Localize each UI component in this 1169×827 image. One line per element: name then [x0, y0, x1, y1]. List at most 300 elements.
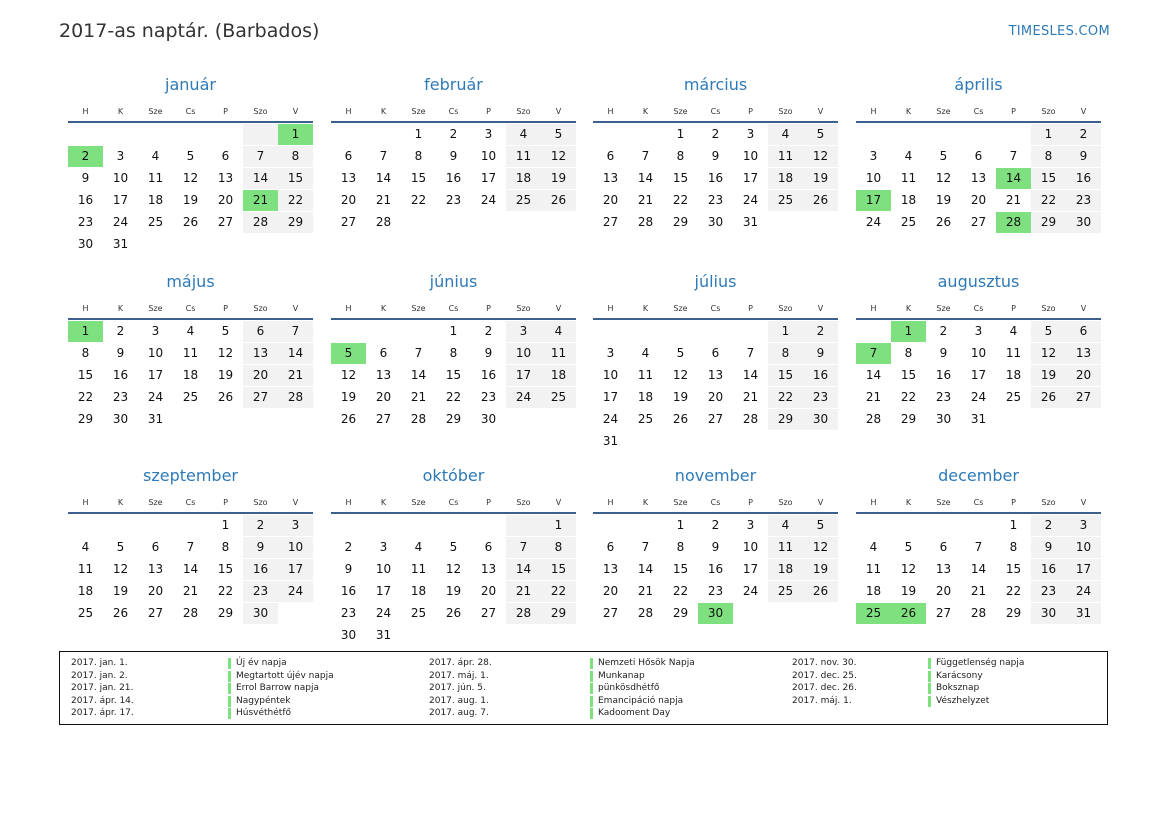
day-cell: 3 [606, 346, 615, 360]
day-cell: 30 [1031, 603, 1066, 624]
day-cell: 1 [541, 515, 576, 536]
day-cell: 6 [606, 149, 615, 163]
day-cell: 24 [602, 412, 619, 426]
month-divider [856, 512, 1101, 514]
day-cell: 5 [939, 149, 948, 163]
day-cell: 5 [116, 540, 125, 554]
holiday-name: Megtartott újév napja [228, 671, 334, 682]
weekday-label: K [905, 107, 912, 116]
site-link[interactable]: TIMESLES.COM [1008, 24, 1110, 39]
day-cell: 7 [379, 149, 388, 163]
weekday-label: H [607, 107, 614, 116]
day-cell: 17 [278, 559, 313, 580]
holiday-day-cell: 25 [856, 603, 891, 624]
day-cell: 23 [243, 581, 278, 602]
weekday-label: Szo [1041, 107, 1056, 116]
weekday-label: Cs [185, 107, 196, 116]
day-cell: 7 [278, 321, 313, 342]
day-cell: 1 [1031, 124, 1066, 145]
day-cell: 25 [768, 581, 803, 602]
day-cell: 16 [803, 365, 838, 386]
day-cell: 18 [768, 559, 803, 580]
day-cell: 14 [243, 168, 278, 189]
day-cell: 13 [1066, 343, 1101, 364]
weekday-label: K [117, 107, 124, 116]
weekday-label: K [380, 304, 387, 313]
day-cell: 15 [1031, 168, 1066, 189]
day-cell: 23 [112, 390, 129, 404]
day-cell: 23 [1066, 190, 1101, 211]
month-divider [68, 512, 313, 514]
weekday-label: Sze [673, 498, 688, 507]
weekday-label: K [642, 304, 649, 313]
day-cell: 6 [606, 540, 615, 554]
day-cell: 8 [676, 149, 685, 163]
day-cell: 11 [147, 171, 164, 185]
day-cell: 29 [768, 409, 803, 430]
day-cell: 9 [803, 343, 838, 364]
day-cell: 13 [602, 171, 619, 185]
weekday-label: Szo [253, 498, 268, 507]
holiday-date: 2017. dec. 26. [792, 683, 857, 694]
day-cell: 13 [935, 562, 952, 576]
day-cell: 10 [742, 149, 759, 163]
day-cell: 9 [344, 562, 353, 576]
day-cell: 16 [707, 562, 724, 576]
holiday-name: Vészhelyzet [928, 696, 989, 707]
day-cell: 3 [1066, 515, 1101, 536]
day-cell: 30 [935, 412, 952, 426]
day-cell: 2 [1031, 515, 1066, 536]
day-cell: 4 [506, 124, 541, 145]
day-cell: 3 [379, 540, 388, 554]
day-cell: 4 [414, 540, 423, 554]
day-cell: 17 [112, 193, 129, 207]
day-cell: 16 [340, 584, 357, 598]
weekday-label: Szo [516, 304, 531, 313]
holiday-day-cell: 30 [698, 603, 733, 624]
day-cell: 6 [1066, 321, 1101, 342]
weekday-label: K [380, 107, 387, 116]
weekday-label: K [380, 498, 387, 507]
weekday-label: V [292, 107, 299, 116]
weekday-label: K [117, 498, 124, 507]
day-cell: 14 [865, 368, 882, 382]
day-cell: 26 [1031, 387, 1066, 408]
weekday-label: P [1011, 304, 1016, 313]
day-cell: 24 [147, 390, 164, 404]
holiday-date: 2017. ápr. 28. [429, 658, 492, 668]
holiday-day-cell: 1 [278, 124, 313, 145]
weekday-label: H [607, 498, 614, 507]
day-cell: 18 [900, 193, 917, 207]
day-cell: 11 [1005, 346, 1022, 360]
day-cell: 21 [410, 390, 427, 404]
day-cell: 22 [541, 581, 576, 602]
day-cell: 21 [637, 584, 654, 598]
day-cell: 20 [1066, 365, 1101, 386]
day-cell: 17 [375, 584, 392, 598]
holiday-date: 2017. máj. 1. [792, 695, 852, 706]
day-cell: 21 [742, 390, 759, 404]
day-cell: 21 [506, 581, 541, 602]
day-cell: 3 [278, 515, 313, 536]
day-cell: 3 [151, 324, 160, 338]
weekday-label: Sze [411, 304, 426, 313]
day-cell: 21 [278, 365, 313, 386]
day-cell: 7 [186, 540, 195, 554]
day-cell: 16 [243, 559, 278, 580]
month-name: október [422, 466, 485, 485]
day-cell: 29 [77, 412, 94, 426]
month-name: július [694, 272, 737, 291]
month-name: június [429, 272, 478, 291]
day-cell: 11 [768, 146, 803, 167]
holiday-date: 2017. jan. 1. [71, 658, 128, 668]
weekday-label: Cs [185, 304, 196, 313]
day-cell: 27 [340, 215, 357, 229]
day-cell: 1 [449, 324, 458, 338]
day-cell: 8 [1009, 540, 1018, 554]
weekday-label: Sze [148, 498, 163, 507]
day-cell: 13 [375, 368, 392, 382]
holiday-date: 2017. ápr. 14. [71, 695, 134, 706]
day-cell: 13 [147, 562, 164, 576]
day-cell: 7 [1009, 149, 1018, 163]
day-cell: 12 [541, 146, 576, 167]
day-cell: 25 [506, 190, 541, 211]
day-cell: 4 [641, 346, 650, 360]
day-cell: 24 [506, 387, 541, 408]
day-cell: 7 [746, 346, 755, 360]
weekday-label: H [607, 304, 614, 313]
day-cell: 20 [340, 193, 357, 207]
day-cell: 5 [449, 540, 458, 554]
weekday-label: K [905, 304, 912, 313]
day-cell: 20 [935, 584, 952, 598]
holiday-name: Új év napja [228, 658, 287, 669]
holiday-date: 2017. jan. 21. [71, 683, 134, 694]
day-cell: 21 [865, 390, 882, 404]
day-cell: 5 [803, 515, 838, 536]
holiday-name: Kadooment Day [590, 708, 670, 719]
day-cell: 26 [340, 412, 357, 426]
day-cell: 2 [711, 127, 720, 141]
day-cell: 19 [445, 584, 462, 598]
holiday-name: Húsvéthétfő [228, 708, 291, 719]
day-cell: 13 [480, 562, 497, 576]
holiday-list [59, 651, 1108, 725]
day-cell: 27 [935, 606, 952, 620]
day-cell: 29 [445, 412, 462, 426]
day-cell: 16 [445, 171, 462, 185]
day-cell: 16 [77, 193, 94, 207]
weekday-label: K [117, 304, 124, 313]
holiday-date: 2017. nov. 30. [792, 658, 857, 668]
day-cell: 12 [935, 171, 952, 185]
weekday-label: Szo [516, 107, 531, 116]
weekday-label: Sze [936, 498, 951, 507]
day-cell: 20 [217, 193, 234, 207]
day-cell: 8 [1031, 146, 1066, 167]
weekday-label: V [1080, 304, 1087, 313]
day-cell: 9 [1066, 146, 1101, 167]
day-cell: 3 [746, 518, 755, 532]
weekday-label: Sze [673, 107, 688, 116]
day-cell: 16 [935, 368, 952, 382]
day-cell: 21 [182, 584, 199, 598]
weekday-label: K [905, 498, 912, 507]
day-cell: 30 [112, 412, 129, 426]
day-cell: 7 [641, 149, 650, 163]
day-cell: 12 [182, 171, 199, 185]
weekday-label: V [555, 107, 562, 116]
weekday-label: P [223, 498, 228, 507]
day-cell: 9 [116, 346, 125, 360]
day-cell: 22 [672, 584, 689, 598]
day-cell: 12 [1031, 343, 1066, 364]
day-cell: 18 [768, 168, 803, 189]
day-cell: 27 [147, 606, 164, 620]
day-cell: 8 [768, 343, 803, 364]
day-cell: 29 [672, 215, 689, 229]
day-cell: 16 [1031, 559, 1066, 580]
day-cell: 28 [182, 606, 199, 620]
weekday-label: V [292, 304, 299, 313]
holiday-day-cell: 7 [856, 343, 891, 364]
day-cell: 29 [900, 412, 917, 426]
day-cell: 31 [112, 237, 129, 251]
day-cell: 14 [375, 171, 392, 185]
day-cell: 25 [768, 190, 803, 211]
day-cell: 11 [77, 562, 94, 576]
day-cell: 15 [410, 171, 427, 185]
day-cell: 15 [672, 171, 689, 185]
weekday-label: Sze [148, 107, 163, 116]
day-cell: 14 [182, 562, 199, 576]
day-cell: 19 [803, 168, 838, 189]
day-cell: 18 [1005, 368, 1022, 382]
day-cell: 10 [278, 537, 313, 558]
day-cell: 4 [1009, 324, 1018, 338]
day-cell: 11 [768, 537, 803, 558]
day-cell: 23 [707, 584, 724, 598]
weekday-label: Szo [516, 498, 531, 507]
day-cell: 31 [1066, 603, 1101, 624]
day-cell: 6 [344, 149, 353, 163]
day-cell: 12 [803, 146, 838, 167]
day-cell: 22 [278, 190, 313, 211]
day-cell: 29 [672, 606, 689, 620]
weekday-label: H [870, 498, 877, 507]
day-cell: 18 [147, 193, 164, 207]
day-cell: 8 [449, 346, 458, 360]
day-cell: 3 [869, 149, 878, 163]
day-cell: 18 [637, 390, 654, 404]
month-divider [593, 121, 838, 123]
day-cell: 24 [278, 581, 313, 602]
weekday-label: P [1011, 498, 1016, 507]
holiday-date: 2017. ápr. 17. [71, 708, 134, 719]
day-cell: 3 [746, 127, 755, 141]
day-cell: 31 [602, 434, 619, 448]
day-cell: 19 [112, 584, 129, 598]
empty-weekend-cell [243, 124, 278, 145]
day-cell: 14 [506, 559, 541, 580]
day-cell: 19 [935, 193, 952, 207]
day-cell: 12 [672, 368, 689, 382]
day-cell: 27 [707, 412, 724, 426]
day-cell: 9 [1031, 537, 1066, 558]
weekday-label: Szo [1041, 304, 1056, 313]
month-divider [856, 121, 1101, 123]
day-cell: 28 [375, 215, 392, 229]
day-cell: 7 [974, 540, 983, 554]
weekday-label: Sze [411, 498, 426, 507]
weekday-label: V [1080, 107, 1087, 116]
day-cell: 5 [186, 149, 195, 163]
day-cell: 28 [506, 603, 541, 624]
day-cell: 23 [707, 193, 724, 207]
day-cell: 9 [711, 149, 720, 163]
day-cell: 19 [217, 368, 234, 382]
day-cell: 20 [602, 193, 619, 207]
holiday-name: Karácsony [928, 671, 983, 682]
day-cell: 2 [116, 324, 125, 338]
day-cell: 7 [506, 537, 541, 558]
page-title: 2017-as naptár. (Barbados) [59, 20, 320, 42]
day-cell: 7 [641, 540, 650, 554]
day-cell: 21 [1005, 193, 1022, 207]
day-cell: 20 [147, 584, 164, 598]
weekday-label: Sze [148, 304, 163, 313]
weekday-label: Cs [185, 498, 196, 507]
day-cell: 3 [116, 149, 125, 163]
weekday-label: P [486, 107, 491, 116]
day-cell: 3 [484, 127, 493, 141]
day-cell: 26 [217, 390, 234, 404]
day-cell: 11 [900, 171, 917, 185]
day-cell: 22 [900, 390, 917, 404]
weekday-label: H [82, 498, 89, 507]
day-cell: 6 [974, 149, 983, 163]
day-cell: 24 [742, 193, 759, 207]
day-cell: 28 [742, 412, 759, 426]
day-cell: 13 [217, 171, 234, 185]
day-cell: 21 [375, 193, 392, 207]
month-divider [593, 512, 838, 514]
day-cell: 15 [900, 368, 917, 382]
month-divider [68, 318, 313, 320]
day-cell: 2 [243, 515, 278, 536]
weekday-label: H [870, 304, 877, 313]
day-cell: 29 [278, 212, 313, 233]
holiday-day-cell: 1 [68, 321, 103, 342]
day-cell: 4 [768, 515, 803, 536]
day-cell: 9 [939, 346, 948, 360]
day-cell: 29 [1005, 606, 1022, 620]
day-cell: 4 [904, 149, 913, 163]
day-cell: 1 [676, 518, 685, 532]
holiday-name: Munkanap [590, 671, 645, 682]
day-cell: 28 [637, 606, 654, 620]
day-cell: 26 [935, 215, 952, 229]
day-cell: 29 [217, 606, 234, 620]
day-cell: 5 [541, 124, 576, 145]
day-cell: 14 [970, 562, 987, 576]
month-name: szeptember [142, 466, 238, 485]
day-cell: 8 [414, 149, 423, 163]
day-cell: 30 [77, 237, 94, 251]
day-cell: 25 [637, 412, 654, 426]
weekday-label: H [345, 304, 352, 313]
day-cell: 3 [506, 321, 541, 342]
day-cell: 24 [112, 215, 129, 229]
holiday-day-cell: 14 [996, 168, 1031, 189]
day-cell: 11 [541, 343, 576, 364]
day-cell: 20 [970, 193, 987, 207]
day-cell: 11 [410, 562, 427, 576]
weekday-label: P [748, 304, 753, 313]
day-cell: 1 [414, 127, 423, 141]
day-cell: 2 [711, 518, 720, 532]
day-cell: 11 [506, 146, 541, 167]
day-cell: 22 [77, 390, 94, 404]
holiday-date: 2017. aug. 7. [429, 708, 489, 719]
empty-weekend-cell [506, 515, 541, 536]
day-cell: 23 [340, 606, 357, 620]
day-cell: 14 [278, 343, 313, 364]
day-cell: 26 [541, 190, 576, 211]
day-cell: 26 [672, 412, 689, 426]
day-cell: 31 [375, 628, 392, 642]
day-cell: 4 [869, 540, 878, 554]
day-cell: 17 [480, 171, 497, 185]
day-cell: 23 [803, 387, 838, 408]
day-cell: 21 [637, 193, 654, 207]
month-name: november [674, 466, 757, 485]
month-divider [593, 318, 838, 320]
day-cell: 19 [541, 168, 576, 189]
holiday-date: 2017. jún. 5. [429, 683, 486, 694]
holiday-date: 2017. aug. 1. [429, 695, 489, 706]
day-cell: 22 [217, 584, 234, 598]
day-cell: 14 [742, 368, 759, 382]
day-cell: 27 [480, 606, 497, 620]
weekday-label: Cs [710, 304, 721, 313]
day-cell: 25 [182, 390, 199, 404]
day-cell: 6 [243, 321, 278, 342]
day-cell: 8 [81, 346, 90, 360]
weekday-label: Szo [778, 107, 793, 116]
day-cell: 8 [676, 540, 685, 554]
day-cell: 24 [375, 606, 392, 620]
day-cell: 19 [803, 559, 838, 580]
day-cell: 25 [900, 215, 917, 229]
day-cell: 31 [742, 215, 759, 229]
day-cell: 13 [243, 343, 278, 364]
day-cell: 2 [344, 540, 353, 554]
day-cell: 18 [506, 168, 541, 189]
day-cell: 26 [803, 581, 838, 602]
day-cell: 7 [414, 346, 423, 360]
day-cell: 11 [637, 368, 654, 382]
day-cell: 11 [182, 346, 199, 360]
holiday-day-cell: 2 [68, 146, 103, 167]
day-cell: 29 [541, 603, 576, 624]
day-cell: 21 [970, 584, 987, 598]
day-cell: 4 [768, 124, 803, 145]
